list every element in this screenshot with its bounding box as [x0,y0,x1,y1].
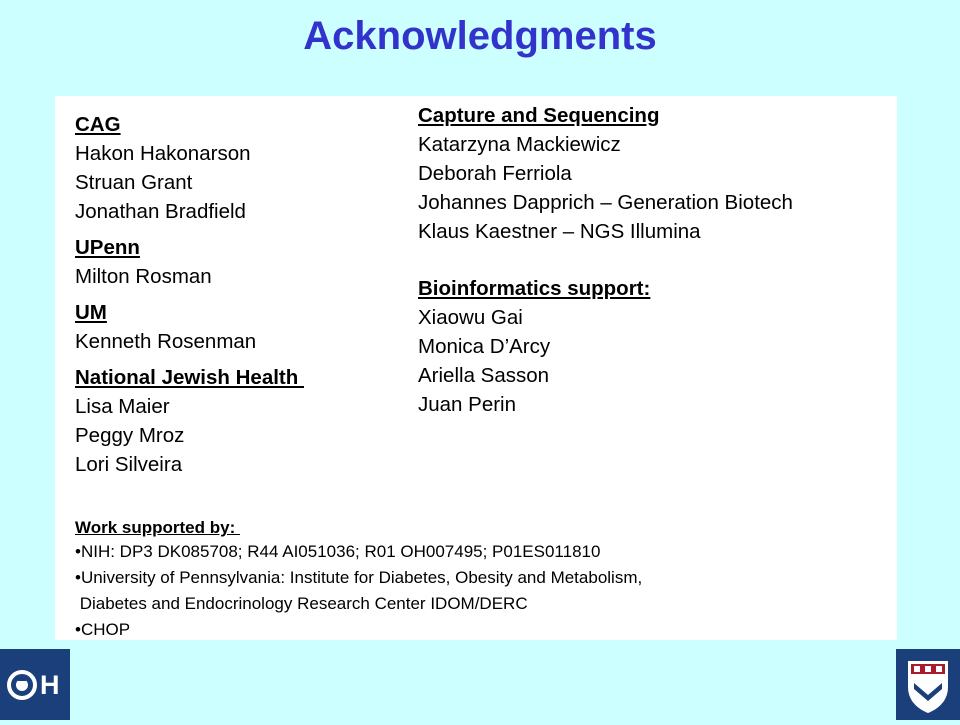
person-name: Deborah Ferriola [418,162,572,185]
funding-section [75,516,875,643]
content-panel [55,96,897,640]
group-heading: UPenn [75,236,140,259]
right-column [418,101,888,447]
penn-logo [896,649,960,720]
person-name: Struan Grant [75,171,193,194]
group-heading: Bioinformatics support: [418,277,651,300]
person-name: Ariella Sasson [418,364,550,387]
penn-shield-icon [896,649,960,720]
group-upenn [75,233,405,291]
chop-logo-icon [0,649,70,720]
person-name: Johannes Dapprich – Generation Biotech [418,191,793,214]
group-cag [75,110,405,226]
funding-line: Diabetes and Endocrinology Research Center IDOM/DERC [75,594,528,613]
funding-line: •CHOP [75,620,131,639]
person-name: Xiaowu Gai [418,306,523,329]
slide-title: Acknowledgments [303,14,657,58]
person-name: Hakon Hakonarson [75,142,251,165]
group-heading: UM [75,301,107,324]
person-name: Jonathan Bradfield [75,200,246,223]
person-name: Monica D’Arcy [418,335,551,358]
funding-line: •NIH: DP3 DK085708; R44 AI051036; R01 OH007495; P01ES011810 [75,542,601,561]
left-column [75,110,405,486]
group-heading: Capture and Sequencing [418,104,660,127]
person-name: Lori Silveira [75,453,183,476]
person-name: Peggy Mroz [75,424,185,447]
group-heading: National Jewish Health [75,366,304,389]
person-name: Lisa Maier [75,395,170,418]
person-name: Kenneth Rosenman [75,330,257,353]
group-bioinformatics [418,274,888,419]
group-heading: CAG [75,113,121,136]
person-name: Juan Perin [418,393,517,416]
group-national-jewish-health [75,363,405,479]
funding-heading: Work supported by: [75,518,240,537]
chop-logo [0,649,70,720]
funding-line: •University of Pennsylvania: Institute for Diabetes, Obesity and Metabolism, [75,568,643,587]
group-um [75,298,405,356]
group-capture-sequencing [418,101,888,246]
person-name: Katarzyna Mackiewicz [418,133,621,156]
person-name: Klaus Kaestner – NGS Illumina [418,220,701,243]
chop-logo-letter: H [40,670,60,700]
person-name: Milton Rosman [75,265,212,288]
